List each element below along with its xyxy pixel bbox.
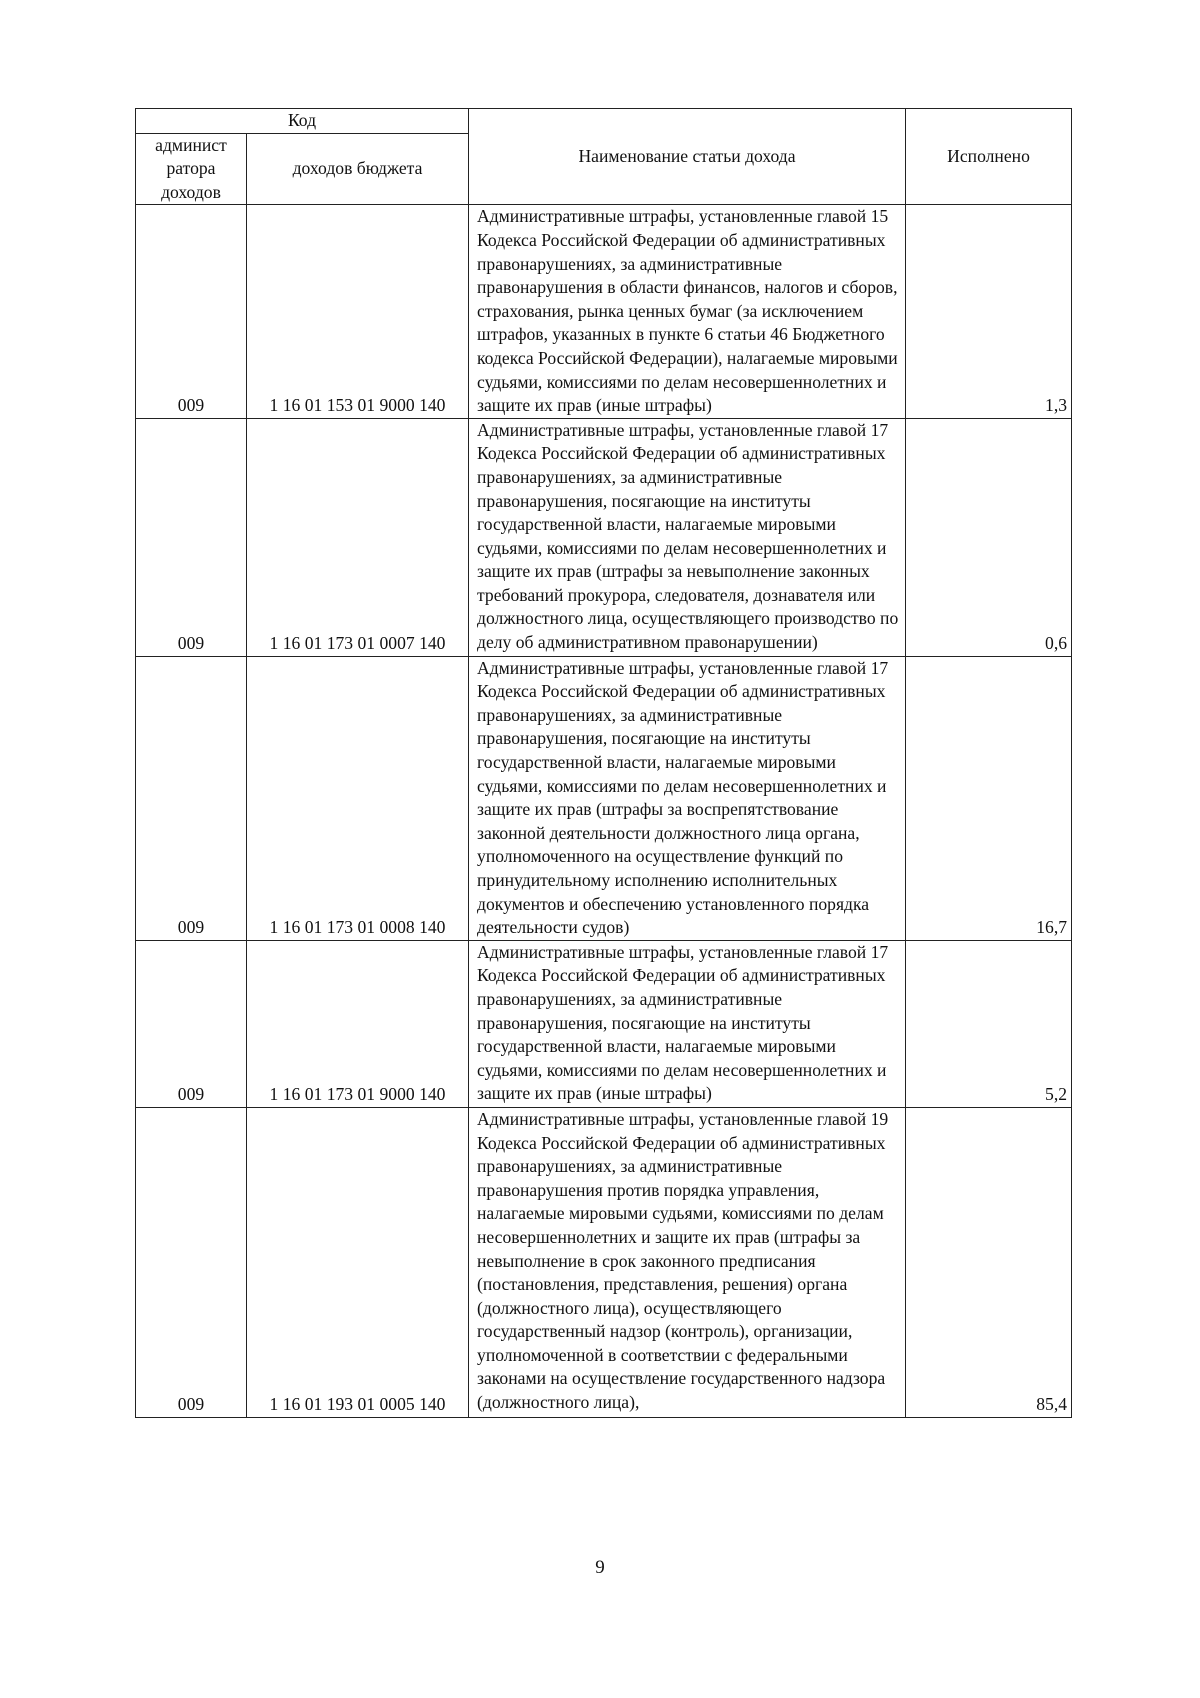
table-row — [136, 418, 1072, 656]
table-row — [136, 656, 1072, 940]
header-row-code — [136, 109, 1072, 134]
income-code-cell: 1 16 01 173 01 0007 140 — [247, 418, 469, 656]
executed-value-cell: 0,6 — [906, 418, 1072, 656]
income-name-cell: Административные штрафы, установленные главой 17 Кодекса Российской Федерации об административных правонарушениях, за административные правонарушения, посягающие на институты государственной власти, налагаемые мировыми судьями, комиссиями по делам несовершеннолетних и защите их прав (штрафы за воспрепятствование законной деятельности должностного лица органа, уполномоченного на осуществление функций по принудительному исполнению исполнительных документов и обеспечению установленного порядка деятельности судов) — [469, 656, 906, 940]
table-row — [136, 205, 1072, 418]
income-code-cell: 1 16 01 153 01 9000 140 — [247, 205, 469, 418]
executed-value-cell: 85,4 — [906, 1107, 1072, 1417]
admin-code-cell: 009 — [136, 418, 247, 656]
table-row — [136, 940, 1072, 1107]
admin-code-cell: 009 — [136, 1107, 247, 1417]
revenue-table — [135, 108, 1072, 1418]
executed-value-cell: 16,7 — [906, 656, 1072, 940]
income-name-cell: Административные штрафы, установленные главой 17 Кодекса Российской Федерации об административных правонарушениях, за административные правонарушения, посягающие на институты государственной власти, налагаемые мировыми судьями, комиссиями по делам несовершеннолетних и защите их прав (штрафы за невыполнение законных требований прокурора, следователя, дознавателя или должностного лица, осуществляющего производство по делу об административном правонарушении) — [469, 418, 906, 656]
executed-value-cell: 1,3 — [906, 205, 1072, 418]
header-admin: админист ратора доходов — [136, 133, 247, 205]
income-code-cell: 1 16 01 193 01 0005 140 — [247, 1107, 469, 1417]
header-name: Наименование статьи дохода — [469, 109, 906, 205]
admin-code-cell: 009 — [136, 940, 247, 1107]
executed-value-cell: 5,2 — [906, 940, 1072, 1107]
header-executed: Исполнено — [906, 109, 1072, 205]
page-number: 9 — [595, 1557, 605, 1578]
table-row — [136, 1107, 1072, 1417]
income-code-cell: 1 16 01 173 01 0008 140 — [247, 656, 469, 940]
admin-code-cell: 009 — [136, 656, 247, 940]
admin-code-cell: 009 — [136, 205, 247, 418]
income-name-cell: Административные штрафы, установленные главой 19 Кодекса Российской Федерации об административных правонарушениях, за административные правонарушения против порядка управления, налагаемые мировыми судьями, комиссиями по делам несовершеннолетних и защите их прав (штрафы за невыполнение в срок законного предписания (постановления, представления, решения) органа (должностного лица), осуществляющего государственный надзор (контроль), организации, уполномоченной в соответствии с федеральными законами на осуществление государственного надзора (должностного лица), — [469, 1107, 906, 1417]
header-code-group: Код — [136, 109, 469, 134]
income-name-cell: Административные штрафы, установленные главой 17 Кодекса Российской Федерации об административных правонарушениях, за административные правонарушения, посягающие на институты государственной власти, налагаемые мировыми судьями, комиссиями по делам несовершеннолетних и защите их прав (иные штрафы) — [469, 940, 906, 1107]
income-name-cell: Административные штрафы, установленные главой 15 Кодекса Российской Федерации об административных правонарушениях, за административные правонарушения в области финансов, налогов и сборов, страхования, рынка ценных бумаг (за исключением штрафов, указанных в пункте 6 статьи 46 Бюджетного кодекса Российской Федерации), налагаемые мировыми судьями, комиссиями по делам несовершеннолетних и защите их прав (иные штрафы) — [469, 205, 906, 418]
revenue-table-body — [136, 109, 1072, 1418]
header-income-code: доходов бюджета — [247, 133, 469, 205]
income-code-cell: 1 16 01 173 01 9000 140 — [247, 940, 469, 1107]
